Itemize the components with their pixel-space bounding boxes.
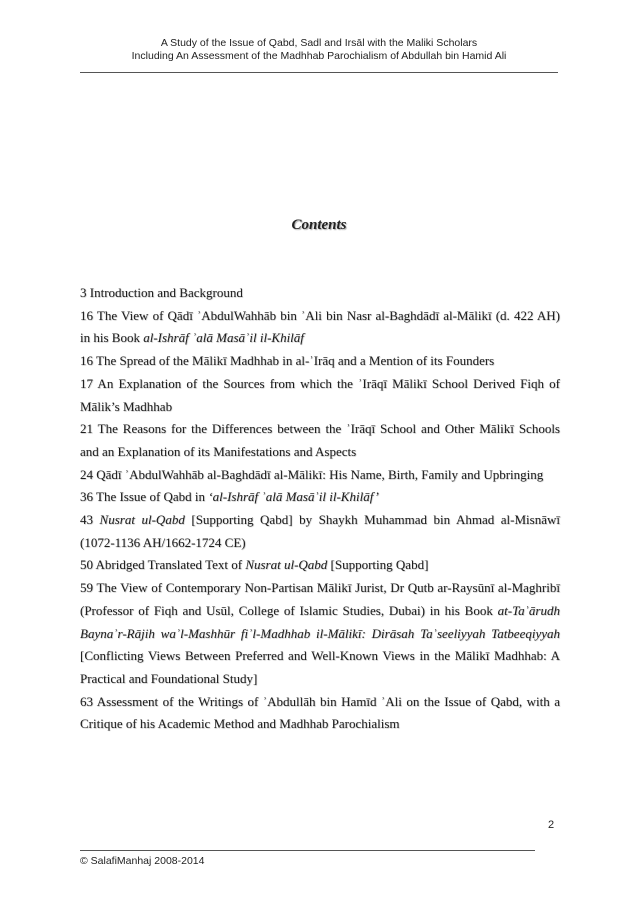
toc-entry [80, 464, 560, 487]
toc-entry-text: [Supporting Qabd] [327, 557, 429, 573]
toc-entry-text: 43 [80, 512, 100, 528]
toc-entry-text: 50 Abridged Translated Text of [80, 557, 246, 573]
toc-entry-italic-text: ‘al-Ishrāf ʾalā Masāʾil il-Khilāf’ [208, 489, 379, 505]
toc-entry-text: 16 The Spread of the Mālikī Madhhab in al-ʾIrāq and a Mention of its Founders [80, 353, 495, 369]
toc-entry-italic-text: Nusrat ul-Qabd [99, 512, 185, 528]
toc-entry [80, 486, 560, 509]
toc-entry [80, 691, 560, 736]
toc-entry-text: 3 Introduction and Background [80, 285, 243, 300]
toc-entry-text: 17 An Explanation of the Sources from which the ʾIrāqī Mālikī School Derived Fiqh of Mālik’s Madhhab [80, 375, 560, 414]
contents-title: Contents [291, 217, 347, 233]
toc-entry-italic-text: at-Taʾārudh Baynaʾr-Rājih waʾl-Mashhūr fiʾl-Madhhab il-Mālikī: Dirāsah Taʾseeliyyah Tatbeeqiyyah [80, 602, 560, 641]
toc-entry-text: 36 The Issue of Qabd in [80, 489, 209, 505]
toc-entry-text: 63 Assessment of the Writings of ʾAbdullāh bin Hamīd ʾAli on the Issue of Qabd, with a Critique of his Academic Method and Madhhab Parochialism [80, 693, 560, 732]
toc-entry [80, 509, 560, 554]
header-line-1: A Study of the Issue of Qabd, Sadl and Irsāl with the Maliki Scholars [160, 37, 478, 49]
toc-entry-italic-text: al-Ishrāf ʾalā Masāʾil il-Khilāf [143, 330, 304, 346]
footer-divider [80, 850, 535, 851]
toc-entry [80, 350, 560, 373]
toc-entry [80, 554, 560, 577]
toc-entry-text: [Supporting Qabd] by Shaykh Muhammad bin Ahmad al-Misnāwī (1072-1136 AH/1662-1724 CE) [80, 512, 560, 550]
toc-entry [80, 305, 560, 350]
toc-entry-italic-text: Nusrat ul-Qabd [245, 557, 328, 573]
page-number: 2 [548, 819, 555, 831]
toc-entry [80, 282, 560, 305]
toc-entry-text: 59 The View of Contemporary Non-Partisan Mālikī Jurist, Dr Qutb ar-Raysūnī al-Maghribī (Professor of Fiqh and Usūl, College of Islamic Studies, Dubai) in his Book [80, 580, 560, 618]
toc-entry-text: 24 Qādī ʾAbdulWahhāb al-Baghdādī al-Mālikī: His Name, Birth, Family and Upbringing [80, 466, 544, 482]
toc-entry-text: [Conflicting Views Between Preferred and Well-Known Views in the Mālikī Madhhab: A Practical and Foundational Study] [80, 648, 560, 686]
toc-entry-text: 21 The Reasons for the Differences between the ʾIrāqī School and Other Mālikī Schools and an Explanation of its Manifestations and Aspects [80, 421, 560, 459]
table-of-contents [80, 282, 560, 736]
toc-entry [80, 418, 560, 463]
toc-entry [80, 577, 560, 691]
toc-entry-text: 16 The View of Qādī ʾAbdulWahhāb bin ʾAli bin Nasr al-Baghdādī al-Mālikī (d. 422 AH) in his Book [80, 307, 560, 346]
running-header [0, 37, 638, 63]
copyright-footer: © SalafiManhaj 2008-2014 [80, 855, 205, 867]
header-line-2: Including An Assessment of the Madhhab Parochialism of Abdullah bin Hamid Ali [131, 50, 507, 62]
toc-entry [80, 373, 560, 418]
header-divider [80, 72, 558, 73]
